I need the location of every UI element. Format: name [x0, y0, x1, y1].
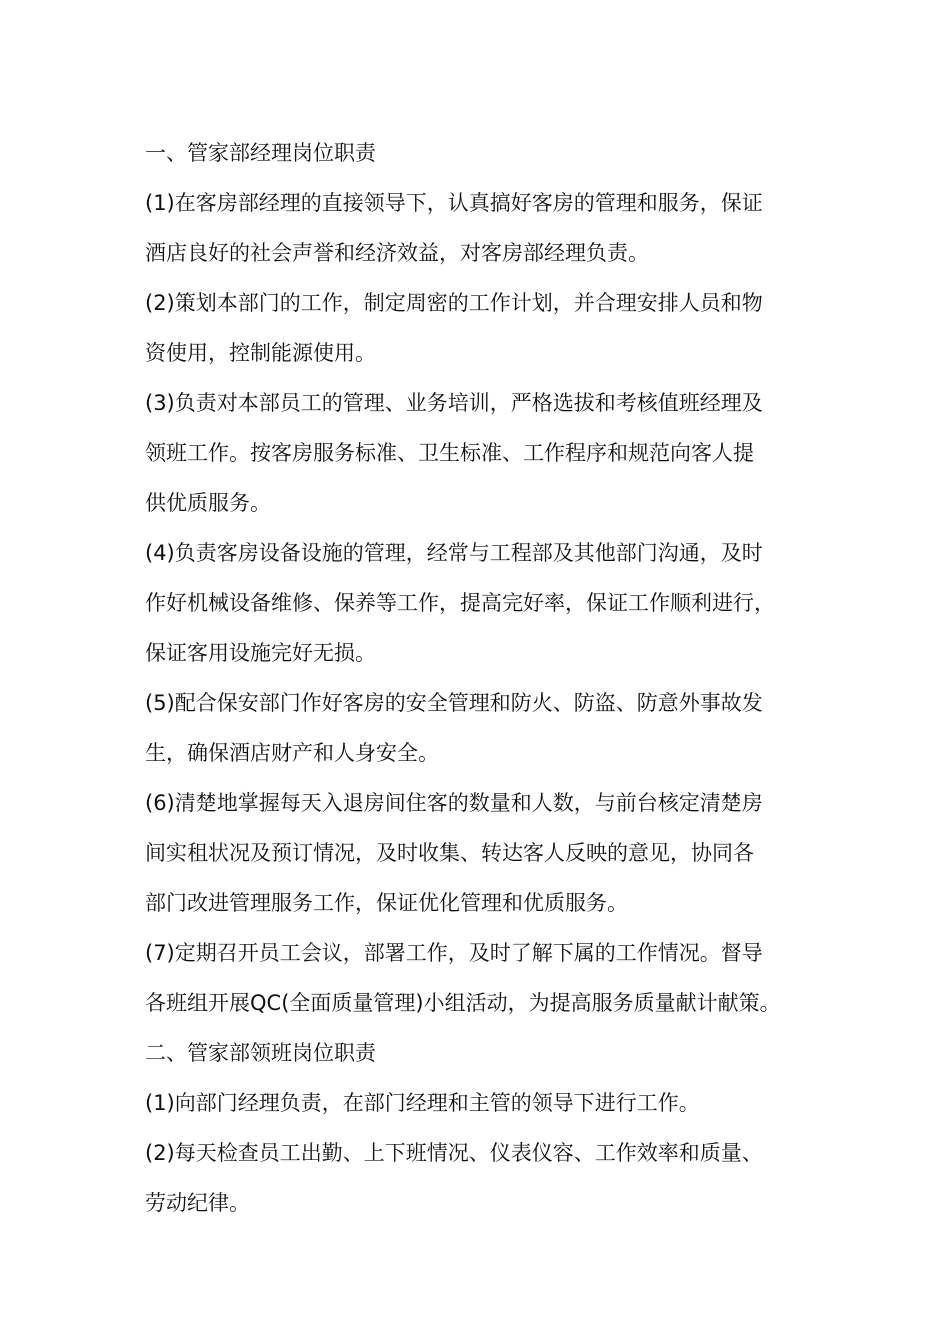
text-line: 供优质服务。 [145, 491, 271, 515]
document-body [145, 128, 825, 1228]
section-heading-supervisor: 二、管家部领班岗位职责 [145, 1041, 376, 1065]
text-line: 领班工作。按客房服务标准、卫生标准、工作程序和规范向客人提 [145, 441, 754, 465]
text-line: (7)定期召开员工会议，部署工作，及时了解下属的工作情况。督导 [145, 941, 763, 965]
text-line: 作好机械设备维修、保养等工作，提高完好率，保证工作顺利进行， [145, 591, 775, 615]
text-line: (1)向部门经理负责，在部门经理和主管的领导下进行工作。 [145, 1091, 700, 1115]
text-line: (2)每天检查员工出勤、上下班情况、仪表仪容、工作效率和质量、 [145, 1141, 763, 1165]
text-line: (3)负责对本部员工的管理、业务培训，严格选拔和考核值班经理及 [145, 391, 763, 415]
section-heading-manager: 一、管家部经理岗位职责 [145, 141, 376, 165]
text-line: 各班组开展QC(全面质量管理)小组活动，为提高服务质量献计献策。 [145, 991, 781, 1015]
text-line: 生，确保酒店财产和人身安全。 [145, 741, 439, 765]
text-line: 间实租状况及预订情况，及时收集、转达客人反映的意见，协同各 [145, 841, 754, 865]
text-line: (1)在客房部经理的直接领导下，认真搞好客房的管理和服务，保证 [145, 191, 763, 215]
text-line: 保证客用设施完好无损。 [145, 641, 376, 665]
text-line: 劳动纪律。 [145, 1191, 250, 1215]
text-line: 资使用，控制能源使用。 [145, 341, 376, 365]
text-line: 酒店良好的社会声誉和经济效益，对客房部经理负责。 [145, 241, 649, 265]
text-line: (4)负责客房设备设施的管理，经常与工程部及其他部门沟通，及时 [145, 541, 763, 565]
text-line: (2)策划本部门的工作，制定周密的工作计划，并合理安排人员和物 [145, 291, 763, 315]
text-line: 部门改进管理服务工作，保证优化管理和优质服务。 [145, 891, 628, 915]
text-line: (6)清楚地掌握每天入退房间住客的数量和人数，与前台核定清楚房 [145, 791, 763, 815]
text-line: (5)配合保安部门作好客房的安全管理和防火、防盗、防意外事故发 [145, 691, 763, 715]
